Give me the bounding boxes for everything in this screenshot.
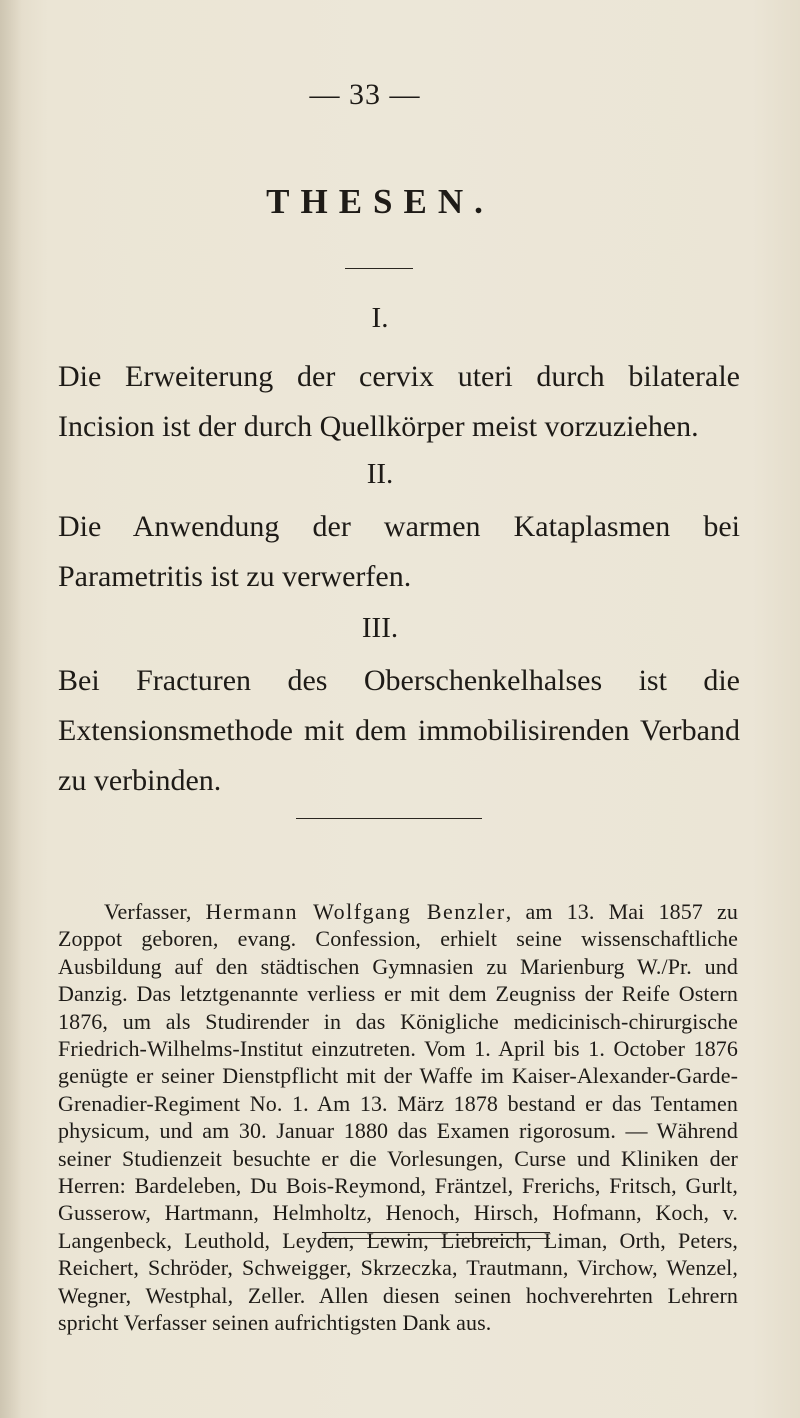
author-biography	[58, 898, 738, 1337]
page-number: — 33 —	[309, 78, 421, 111]
thesis-3-numeral: III.	[361, 612, 399, 644]
biography-text: , am 13. Mai 1857 zu Zoppot geboren, evang. Confession, erhielt seine wissenschaftliche Ausbildung auf den städtischen Gymnasien zu Marienburg W./Pr. und Danzig. Das letztgenannte verliess er mit dem Zeugniss der Reife Ostern 1876, um als Studirender in das Königliche medicinisch-chirurgische Friedrich-Wilhelms-Institut einzutreten. Vom 1. April bis 1. October 1876 genügte er seiner Dienstpflicht mit der Waffe im Kaiser-Alexander-Garde-Grenadier-Regiment No. 1. Am 13. März 1878 bestand er das Tentamen physicum, und am 30. Januar 1880 das Examen rigorosum. — Während seiner Studienzeit besuchte er die Vorlesungen, Curse und Kliniken der Herren: Bardeleben, Du Bois-Reymond, Fräntzel, Frerichs, Fritsch, Gurlt, Gusserow, Hartmann, Helmholtz, Henoch, Hirsch, Hofmann, Koch, v. Langenbeck, Leuthold, Leyden, Lewin, Liebreich, Liman, Orth, Peters, Reichert, Schröder, Schweigger, Skrzeczka, Trautmann, Virchow, Wenzel, Wegner, Westphal, Zeller. Allen diesen seinen hochverehrten Lehrern spricht Verfasser seinen aufrichtigsten Dank aus.	[58, 899, 738, 1336]
thesis-3-text: Bei Fracturen des Oberschenkelhalses ist die Extensionsmethode mit dem immobilisirenden Verband zu verbinden.	[58, 664, 740, 797]
thesis-1-numeral: I.	[371, 302, 389, 334]
section-divider	[296, 818, 482, 819]
biography-lead: Verfasser,	[104, 899, 206, 924]
closing-double-rule	[322, 1232, 550, 1239]
author-name: Hermann Wolfgang Benzler	[205, 899, 506, 924]
section-title: THESEN.	[266, 182, 494, 221]
thesis-2-text: Die Anwendung der warmen Kataplasmen bei Parametritis ist zu verwerfen.	[58, 510, 740, 593]
thesis-2-numeral: II.	[366, 458, 394, 490]
thesis-1-text: Die Erweiterung der cervix uteri durch bilaterale Incision ist der durch Quellkörper meist vorzuziehen.	[58, 360, 740, 443]
title-rule	[345, 268, 413, 269]
